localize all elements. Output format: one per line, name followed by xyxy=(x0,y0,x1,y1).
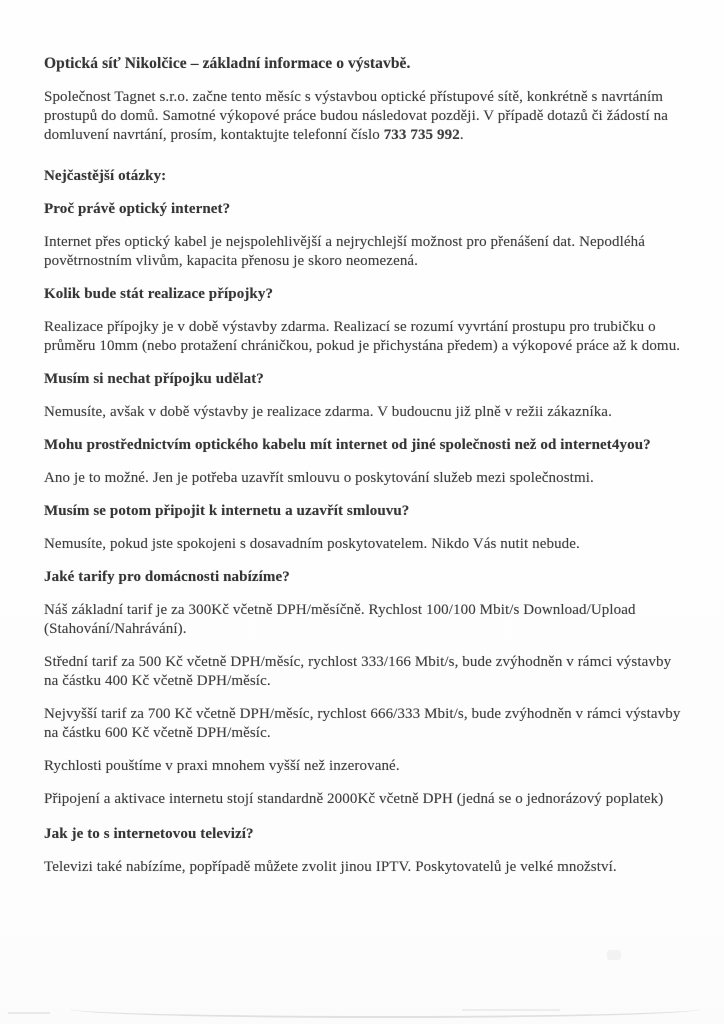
answer-paragraph: Nejvyšší tarif za 700 Kč včetně DPH/měsíc, rychlost 666/333 Mbit/s, bude zvýhodněn v rámci výstavby na částku 600 Kč včetně DPH/měsíc. xyxy=(44,706,681,741)
answer-paragraph: Náš základní tarif je za 300Kč včetně DPH/měsíčně. Rychlost 100/100 Mbit/s Download/Upload (Stahování/Nahrávání). xyxy=(44,602,636,637)
answer-paragraph: Střední tarif za 500 Kč včetně DPH/měsíc, rychlost 333/166 Mbit/s, bude zvýhodněn v rámci výstavby na částku 400 Kč včetně DPH/měsíc. xyxy=(44,654,672,689)
faq-section-tariffs xyxy=(44,568,686,809)
faq-section-other-provider xyxy=(44,436,686,488)
question-heading: Musím se potom připojit k internetu a uzavřít smlouvu? xyxy=(44,503,410,519)
scan-artifact-speck xyxy=(607,950,621,960)
question-heading: Proč právě optický internet? xyxy=(44,201,231,217)
faq-section-iptv xyxy=(44,825,686,877)
answer-paragraph: Ano je to možné. Jen je potřeba uzavřít smlouvu o poskytování služeb mezi společnostmi. xyxy=(44,470,594,486)
faq-section-label: Nejčastější otázky: xyxy=(44,168,167,184)
page-title: Optická síť Nikolčice – základní informace o výstavbě. xyxy=(44,55,411,72)
intro-paragraph xyxy=(44,88,686,145)
intro-suffix: . xyxy=(459,127,464,143)
answer-paragraph: Internet přes optický kabel je nejspolehlivější a nejrychlejší možnost pro přenášení dat. Nepodléhá povětrnostním vlivům, kapacita přenosu je skoro neomezená. xyxy=(44,234,645,269)
answer-paragraph: Nemusíte, pokud jste spokojeni s dosavadním poskytovatelem. Nikdo Vás nutit nebude. xyxy=(44,536,580,552)
intro-text: Společnost Tagnet s.r.o. začne tento měsíc s výstavbou optické přístupové sítě, konkrétně s navrtáním prostupů do domů. Samotné výkopové práce budou následovat později. V případě dotazů či žádostí na domluvení navrtání, prosím, kontaktujte telefonní číslo xyxy=(44,89,669,143)
faq-section-optical-internet xyxy=(44,200,686,271)
scan-artifact-left xyxy=(8,1012,50,1014)
answer-paragraph: Nemusíte, avšak v době výstavby je realizace zdarma. V budoucnu již plně v režii zákazníka. xyxy=(44,404,612,420)
question-heading: Kolik bude stát realizace přípojky? xyxy=(44,286,274,302)
answer-paragraph: Realizace přípojky je v době výstavby zdarma. Realizací se rozumí vyvrtání prostupu pro trubičku o průměru 10mm (nebo protažení chráničkou, pokud je přichystána předem) a výkopové práce až k domu. xyxy=(44,319,681,354)
scan-edge-shadow xyxy=(70,1000,700,1018)
question-heading: Jak je to s internetovou televizí? xyxy=(44,826,254,842)
document-content xyxy=(44,54,686,891)
faq-section-connection-cost xyxy=(44,285,686,356)
answer-paragraph: Rychlosti pouštíme v praxi mnohem vyšší než inzerované. xyxy=(44,758,400,774)
phone-number: 733 735 992 xyxy=(383,127,460,143)
question-heading: Jaké tarify pro domácnosti nabízíme? xyxy=(44,569,290,585)
scan-artifact-middle xyxy=(462,1009,560,1011)
answer-paragraph: Televizi také nabízíme, popřípadě můžete zvolit jinou IPTV. Poskytovatelů je velké množství. xyxy=(44,859,617,875)
question-heading: Musím si nechat přípojku udělat? xyxy=(44,371,264,387)
question-heading: Mohu prostřednictvím optického kabelu mít internet od jiné společnosti než od internet4you? xyxy=(44,437,651,453)
faq-section-must-build xyxy=(44,370,686,422)
answer-paragraph: Připojení a aktivace internetu stojí standardně 2000Kč včetně DPH (jedná se o jednorázový poplatek) xyxy=(44,791,664,807)
faq-section-must-sign-contract xyxy=(44,502,686,554)
